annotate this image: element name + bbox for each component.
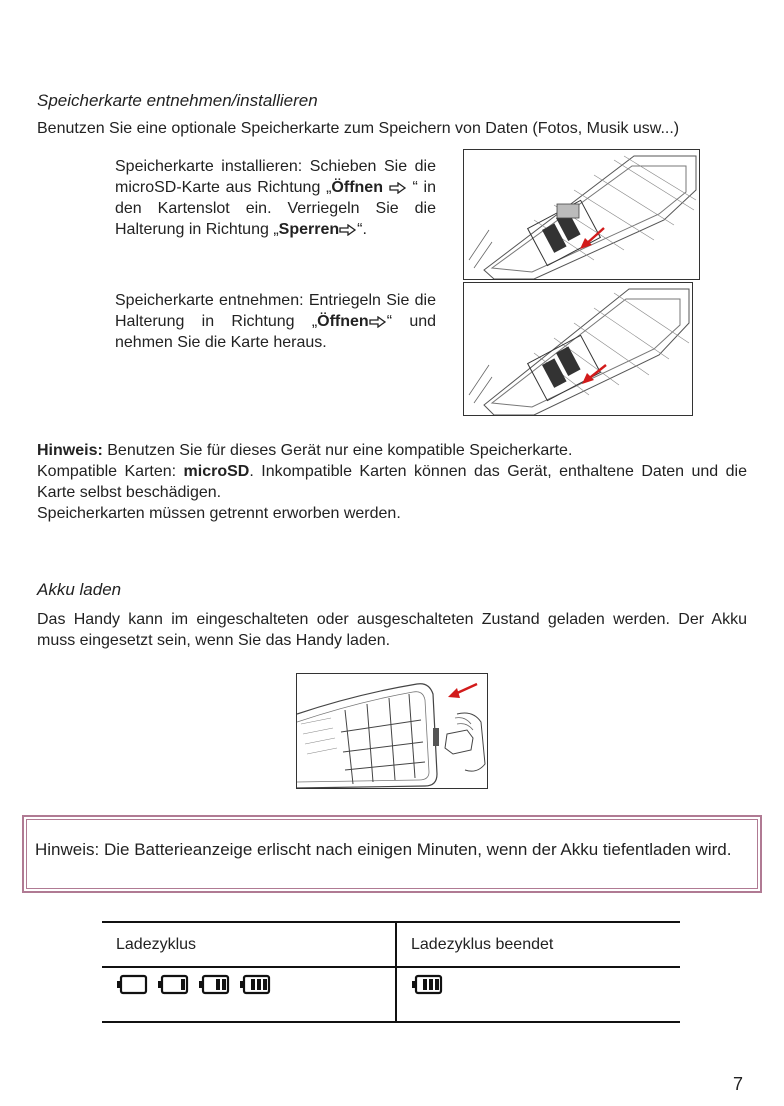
remove-instructions: Speicherkarte entnehmen: Entriegeln Sie die Halterung in Richtung „Öffnen “ und nehmen Sie die Karte heraus. [115,292,437,351]
memory-card-intro: Benutzen Sie eine optionale Speicherkarte zum Speichern von Daten (Fotos, Musik usw...) [37,120,680,137]
charging-done-icon [396,967,680,1022]
table-row [102,967,680,1022]
battery-level-2-icon [198,974,230,996]
install-instructions: Speicherkarte installieren: Schieben Sie die microSD-Karte aus Richtung „Öffnen “ in den Kartenslot ein. Verriegeln Sie die Halterung in Richtung „Sperren “. [115,158,436,238]
open-arrow-icon [389,182,407,194]
table-header-cell: Ladezyklus [102,922,396,967]
memory-card-note-line-1: Hinweis: Benutzen Sie für dieses Gerät nur eine kompatible Speicherkarte. [37,442,573,459]
page-number: 7 [733,1074,744,1094]
battery-note-box [22,815,762,893]
lock-arrow-icon [339,224,357,236]
battery-note-text: Hinweis: Die Batterieanzeige erlischt nach einigen Minuten, wenn der Akku tiefentladen wird. [35,840,732,859]
battery-level-3-icon [411,974,443,996]
charging-text: Das Handy kann im eingeschalteten oder ausgeschalteten Zustand geladen werden. Der Akku muss eingesetzt sein, wenn Sie das Handy laden. [37,611,747,649]
battery-level-0-icon [116,974,148,996]
memory-card-heading: Speicherkarte entnehmen/installieren [37,91,318,110]
open-arrow-icon [369,316,387,328]
battery-level-3-icon [239,974,271,996]
charging-illustration [296,673,488,789]
memory-card-note-compat: Kompatible Karten: microSD. Inkompatible Karten können das Gerät, enthaltene Daten und die Karte selbst beschädigen. [37,463,747,501]
table-header-cell: Ladezyklus beendet [396,922,680,967]
charging-heading: Akku laden [37,580,122,599]
remove-card-illustration [463,282,693,416]
table-header-row [102,922,680,967]
charging-cycle-table [102,921,680,1023]
battery-level-1-icon [157,974,189,996]
memory-card-note-line-3: Speicherkarten müssen getrennt erworben werden. [37,505,401,522]
charging-cycle-icons [102,967,396,1022]
install-card-illustration [463,149,700,280]
